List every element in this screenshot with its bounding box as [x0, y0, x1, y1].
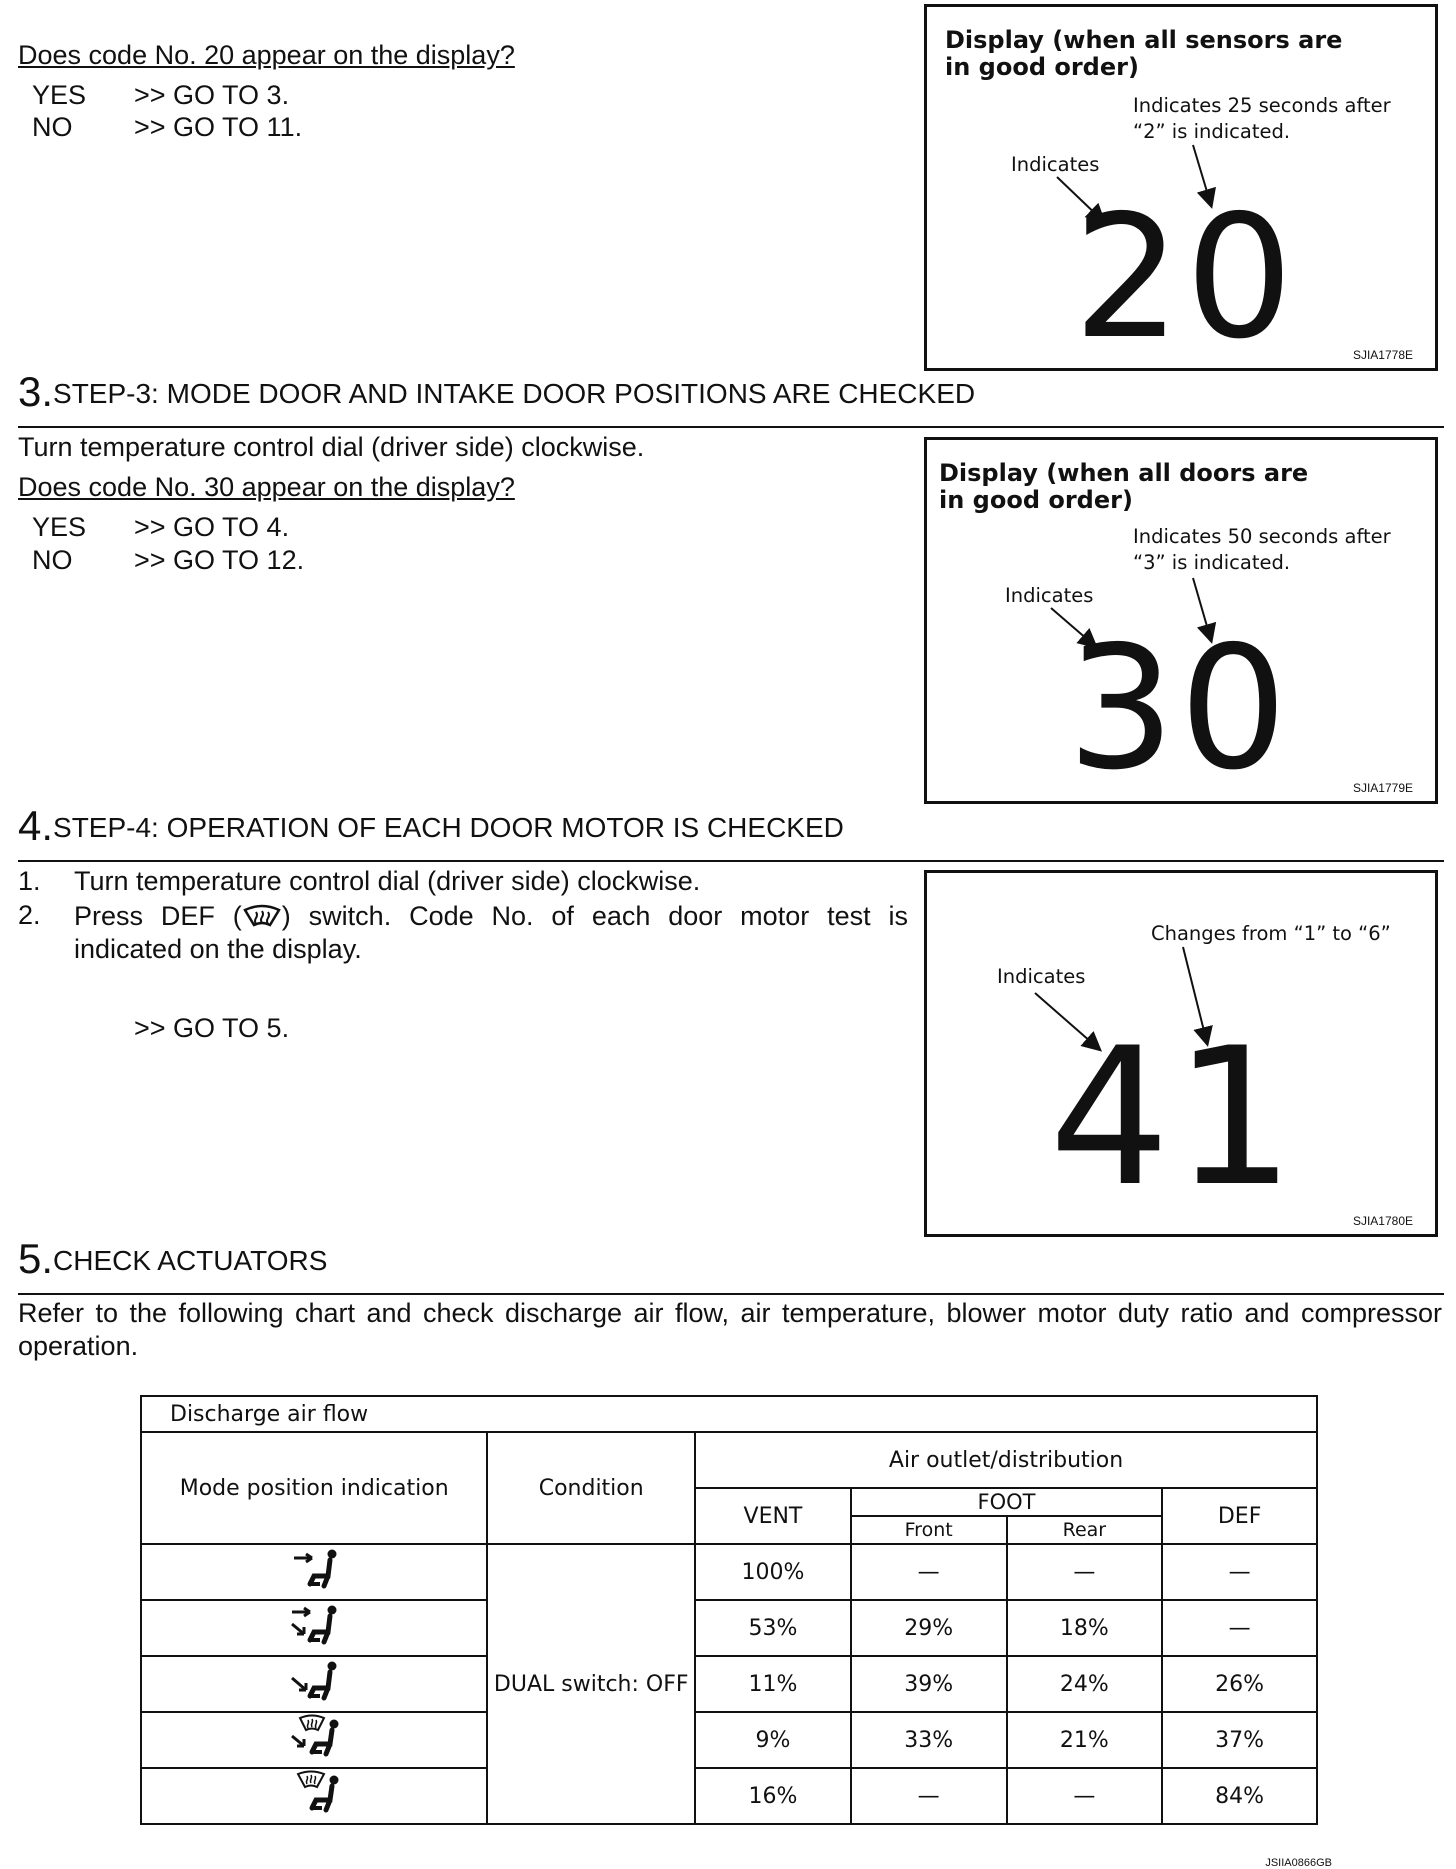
- list-number: 2.: [18, 900, 41, 930]
- col-header-outlet: Air outlet/distribution: [695, 1432, 1317, 1488]
- figure-note-right: Indicates 25 seconds after “2” is indicated.: [1133, 94, 1391, 143]
- foot-front-value: —: [851, 1544, 1007, 1600]
- foot-front-value: 29%: [851, 1600, 1007, 1656]
- figure-code: SJIA1778E: [1352, 348, 1413, 362]
- step4-goto: >> GO TO 5.: [134, 1013, 290, 1043]
- defroster-icon: [242, 903, 282, 929]
- col-header-def: DEF: [1162, 1488, 1317, 1544]
- step5-heading: [18, 1235, 327, 1283]
- def-value: —: [1162, 1544, 1317, 1600]
- mode-cell: [141, 1544, 487, 1600]
- def-value: —: [1162, 1600, 1317, 1656]
- col-header-front: Front: [851, 1516, 1007, 1544]
- mode-bilevel-icon: [284, 1602, 344, 1648]
- mode-foot-def-icon: [284, 1714, 344, 1760]
- mode-def-icon: [284, 1770, 344, 1816]
- step3-divider: [18, 426, 1444, 428]
- mode-cell: [141, 1600, 487, 1656]
- display-code-number: 30: [1067, 610, 1292, 808]
- mode-cell: [141, 1768, 487, 1824]
- step5-number: 5.: [18, 1235, 54, 1282]
- table-row: [141, 1712, 1317, 1768]
- table-row: [141, 1544, 1317, 1600]
- step3-no-label: NO: [32, 545, 73, 575]
- mode-foot-icon: [284, 1658, 344, 1704]
- col-header-mode: Mode position indication: [141, 1432, 487, 1544]
- step3-heading: [18, 368, 975, 416]
- list-number: 1.: [18, 866, 41, 896]
- table-row: [141, 1656, 1317, 1712]
- table-figure-code: JSIIA0866GB: [1265, 1857, 1332, 1869]
- foot-rear-value: —: [1007, 1768, 1163, 1824]
- figure-code: SJIA1779E: [1352, 781, 1413, 795]
- foot-front-value: —: [851, 1768, 1007, 1824]
- figure-note-left: Indicates: [1005, 584, 1094, 607]
- discharge-air-flow-table: [140, 1395, 1318, 1825]
- step3-heading-text: STEP-3: MODE DOOR AND INTAKE DOOR POSITIONS ARE CHECKED: [53, 378, 976, 409]
- figure-display-20: [924, 4, 1438, 377]
- figure-display-30: [924, 437, 1438, 808]
- col-header-rear: Rear: [1007, 1516, 1163, 1544]
- mode-vent-icon: [284, 1546, 344, 1592]
- step3-question: Does code No. 30 appear on the display?: [18, 472, 515, 502]
- vent-value: 53%: [695, 1600, 851, 1656]
- foot-rear-value: 18%: [1007, 1600, 1163, 1656]
- figure-code: SJIA1780E: [1352, 1214, 1413, 1228]
- list-text-after: ) switch. Code No. of each door motor test is indicated on the display.: [74, 901, 908, 964]
- vent-value: 11%: [695, 1656, 851, 1712]
- figure-title: Display (when all sensors are in good order): [945, 26, 1343, 81]
- step5-instruction: Refer to the following chart and check discharge air flow, air temperature, blower motor duty ratio and compressor operation.: [18, 1298, 1442, 1361]
- figure-note-right: Indicates 50 seconds after “3” is indicated.: [1133, 525, 1391, 574]
- mode-cell: [141, 1712, 487, 1768]
- step2-yes-action: >> GO TO 3.: [134, 80, 290, 110]
- step3-instruction: Turn temperature control dial (driver side) clockwise.: [18, 432, 645, 462]
- def-value: 37%: [1162, 1712, 1317, 1768]
- col-header-condition: Condition: [487, 1432, 695, 1544]
- condition-cell: DUAL switch: OFF: [487, 1544, 695, 1824]
- foot-front-value: 39%: [851, 1656, 1007, 1712]
- list-text-before: Press DEF (: [74, 901, 242, 931]
- step3-yes-label: YES: [32, 512, 87, 542]
- display-code-number: 20: [1073, 179, 1298, 377]
- step5-heading-text: CHECK ACTUATORS: [53, 1245, 328, 1276]
- table-row: [141, 1600, 1317, 1656]
- figure-note-left: Indicates: [997, 965, 1086, 988]
- foot-rear-value: —: [1007, 1544, 1163, 1600]
- mode-cell: [141, 1656, 487, 1712]
- list-text: [74, 900, 908, 966]
- foot-rear-value: 21%: [1007, 1712, 1163, 1768]
- figure-title: Display (when all doors are in good order): [939, 459, 1309, 514]
- step4-number: 4.: [18, 802, 54, 849]
- step5-divider: [18, 1293, 1444, 1295]
- step4-heading: [18, 802, 844, 850]
- step2-no-label: NO: [32, 112, 73, 142]
- foot-front-value: 33%: [851, 1712, 1007, 1768]
- step3-yes-action: >> GO TO 4.: [134, 512, 290, 542]
- figure-note-left: Indicates: [1011, 153, 1100, 176]
- figure-note-right: Changes from “1” to “6”: [1151, 922, 1391, 945]
- list-text: Turn temperature control dial (driver side) clockwise.: [74, 866, 701, 896]
- def-value: 26%: [1162, 1656, 1317, 1712]
- table-row: [141, 1768, 1317, 1824]
- step2-yes-label: YES: [32, 80, 87, 110]
- vent-value: 100%: [695, 1544, 851, 1600]
- figure-display-41: [924, 870, 1438, 1237]
- table-title: Discharge air flow: [141, 1396, 1317, 1432]
- step3-number: 3.: [18, 368, 54, 415]
- step4-heading-text: STEP-4: OPERATION OF EACH DOOR MOTOR IS CHECKED: [53, 812, 844, 843]
- step3-no-action: >> GO TO 12.: [134, 545, 305, 575]
- foot-rear-value: 24%: [1007, 1656, 1163, 1712]
- col-header-vent: VENT: [695, 1488, 851, 1544]
- vent-value: 16%: [695, 1768, 851, 1824]
- step2-no-action: >> GO TO 11.: [134, 112, 303, 142]
- step4-divider: [18, 860, 1444, 862]
- def-value: 84%: [1162, 1768, 1317, 1824]
- step2-question: Does code No. 20 appear on the display?: [18, 40, 515, 70]
- vent-value: 9%: [695, 1712, 851, 1768]
- col-header-foot: FOOT: [851, 1488, 1162, 1516]
- display-code-number: 41: [1049, 1007, 1299, 1228]
